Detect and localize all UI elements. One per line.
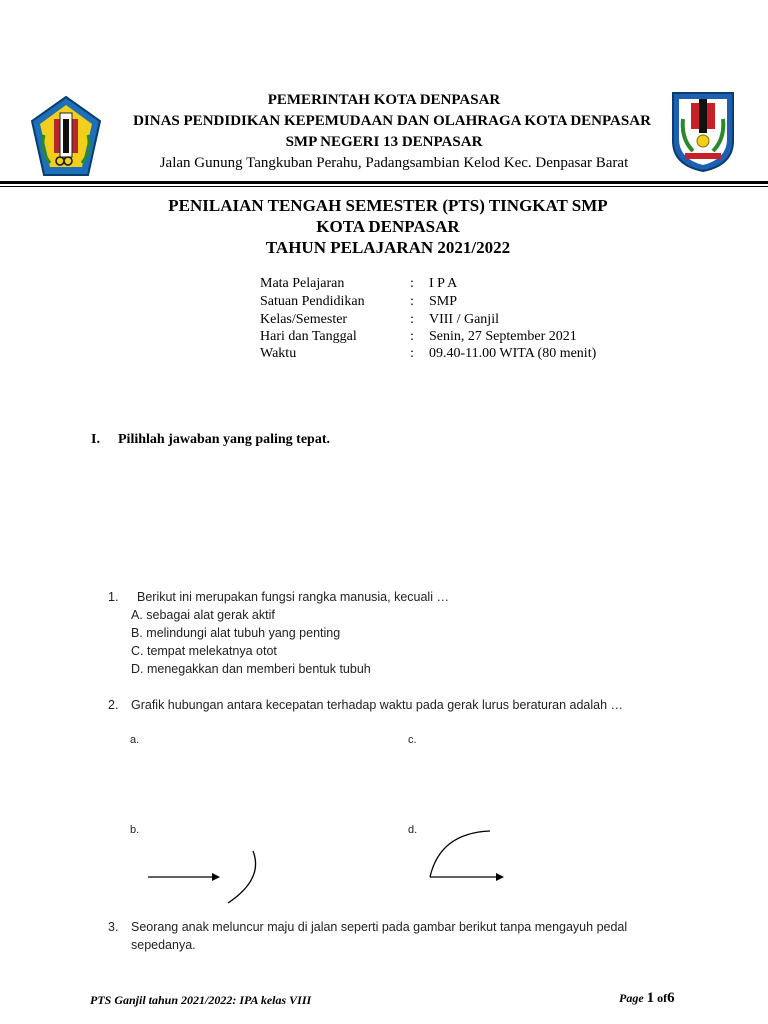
question-1-number: 1. xyxy=(108,590,119,604)
exam-title-city: KOTA DENPASAR xyxy=(316,217,460,236)
info-label: Mata Pelajaran xyxy=(260,276,345,291)
exam-title: PENILAIAN TENGAH SEMESTER (PTS) TINGKAT SMP xyxy=(168,196,608,215)
info-label: Kelas/Semester xyxy=(260,312,348,327)
info-value: SMP xyxy=(429,294,458,309)
page-total: 6 xyxy=(667,990,675,1006)
page-word: Page xyxy=(619,991,644,1005)
question-1-option-b: B. melindungi alat tubuh yang penting xyxy=(131,626,341,640)
question-3-text: Seorang anak meluncur maju di jalan seperti pada gambar berikut tanpa mengayuh pedal xyxy=(131,920,628,934)
question-1-option-c: C. tempat melekatnya otot xyxy=(131,644,277,658)
info-separator: : xyxy=(410,346,414,361)
arrow-head xyxy=(496,873,504,881)
question-3-number: 3. xyxy=(108,920,119,934)
of-word: of xyxy=(657,991,668,1005)
question-2-option-d-graph xyxy=(420,825,520,885)
header-school-name: SMP NEGERI 13 DENPASAR xyxy=(285,134,483,150)
question-1-text: Berikut ini merupakan fungsi rangka manusia, kecuali … xyxy=(137,590,449,604)
exam-title-year: TAHUN PELAJARAN 2021/2022 xyxy=(265,238,511,257)
info-value: VIII / Ganjil xyxy=(429,312,499,327)
section-instruction: Pilihlah jawaban yang paling tepat. xyxy=(118,432,330,447)
footer-exam-label: PTS Ganjil tahun 2021/2022: IPA kelas VIII xyxy=(90,993,312,1007)
question-1-option-a: A. sebagai alat gerak aktif xyxy=(131,608,275,622)
question-2-option-b: b. xyxy=(130,824,140,836)
header-divider-thick xyxy=(0,181,768,184)
header-address: Jalan Gunung Tangkuban Perahu, Padangsambian Kelod Kec. Denpasar Barat xyxy=(159,155,629,171)
header-department: DINAS PENDIDIKAN KEPEMUDAAN DAN OLAHRAGA KOTA DENPASAR xyxy=(133,113,651,129)
section-number: I. xyxy=(91,432,100,447)
header-divider-thin xyxy=(0,186,768,187)
question-2-number: 2. xyxy=(108,698,119,712)
info-label: Hari dan Tanggal xyxy=(260,329,357,344)
curve-line xyxy=(228,851,256,903)
arc-line xyxy=(430,831,490,877)
footer-page-indicator xyxy=(619,990,675,1007)
info-separator: : xyxy=(410,276,414,291)
question-2-option-d: d. xyxy=(408,824,418,836)
info-separator: : xyxy=(410,329,414,344)
header-government: PEMERINTAH KOTA DENPASAR xyxy=(267,92,501,108)
info-separator: : xyxy=(410,294,414,309)
info-value: Senin, 27 September 2021 xyxy=(429,329,577,344)
arrow-head xyxy=(212,873,220,881)
info-label: Satuan Pendidikan xyxy=(260,294,365,309)
page-number: 1 xyxy=(646,990,655,1006)
info-value: I P A xyxy=(429,276,458,291)
question-2-option-b-graph xyxy=(140,845,270,905)
question-2-option-c: c. xyxy=(408,734,417,746)
info-label: Waktu xyxy=(260,346,297,361)
info-value: 09.40-11.00 WITA (80 menit) xyxy=(429,346,597,361)
question-3-text-continued: sepedanya. xyxy=(131,938,196,952)
question-1-option-d: D. menegakkan dan memberi bentuk tubuh xyxy=(131,662,371,676)
question-2-text: Grafik hubungan antara kecepatan terhadap waktu pada gerak lurus beraturan adalah … xyxy=(131,698,623,712)
question-2-option-a: a. xyxy=(130,734,140,746)
info-separator: : xyxy=(410,312,414,327)
